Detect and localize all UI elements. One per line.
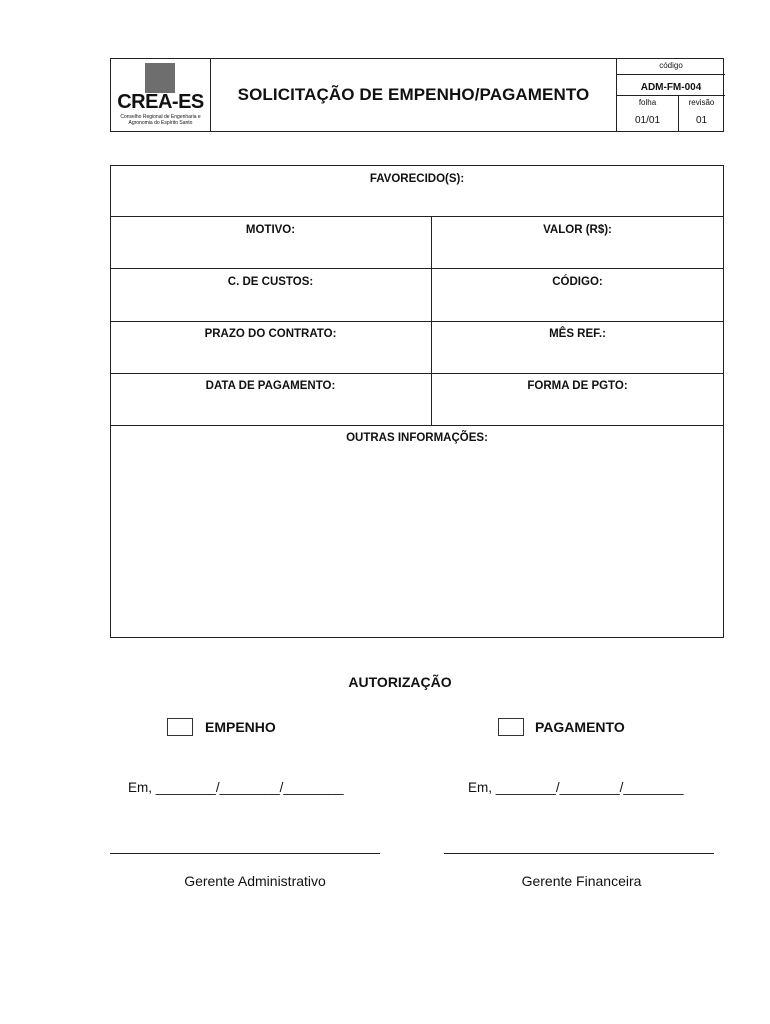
data-pagamento-field[interactable]: DATA DE PAGAMENTO: xyxy=(205,380,336,392)
codigo-label: código xyxy=(659,61,683,70)
divider xyxy=(110,425,724,426)
revisao-label: revisão xyxy=(688,98,715,107)
outras-informacoes-field[interactable]: OUTRAS INFORMAÇÕES: xyxy=(346,432,488,444)
prazo-contrato-field[interactable]: PRAZO DO CONTRATO: xyxy=(204,328,337,340)
divider xyxy=(110,321,724,322)
divider xyxy=(617,95,725,96)
logo-subtitle-2: Agronomia do Espírito Santo xyxy=(128,120,193,126)
folha-label: folha xyxy=(638,98,657,107)
signer-left: Gerente Administrativo xyxy=(184,873,326,889)
forma-pgto-field[interactable]: FORMA DE PGTO: xyxy=(527,380,628,392)
centro-custos-field[interactable]: C. DE CUSTOS: xyxy=(227,276,314,288)
logo-cell xyxy=(110,58,211,132)
crea-emblem xyxy=(145,63,175,93)
pagamento-checkbox[interactable] xyxy=(498,718,524,736)
divider xyxy=(110,373,724,374)
codigo-value: ADM-FM-004 xyxy=(640,82,702,93)
date-left[interactable]: Em, ________/________/________ xyxy=(128,780,344,795)
empenho-checkbox[interactable] xyxy=(167,718,193,736)
divider xyxy=(617,74,725,75)
divider xyxy=(110,216,724,217)
logo-text: CREA-ES xyxy=(117,91,204,113)
signature-line-right xyxy=(444,853,714,854)
empenho-label: EMPENHO xyxy=(205,719,276,735)
favorecido-field[interactable]: FAVORECIDO(S): xyxy=(369,173,465,185)
code-cell xyxy=(616,58,724,132)
valor-field[interactable]: VALOR (R$): xyxy=(543,224,612,236)
codigo-field[interactable]: CÓDIGO: xyxy=(552,276,603,288)
divider xyxy=(110,268,724,269)
pagamento-label: PAGAMENTO xyxy=(535,719,625,735)
signature-line-left xyxy=(110,853,380,854)
date-right[interactable]: Em, ________/________/________ xyxy=(468,780,684,795)
motivo-field[interactable]: MOTIVO: xyxy=(245,224,296,236)
logo-subtitle-1: Conselho Regional de Engenharia e xyxy=(120,114,201,120)
autorizacao-heading: AUTORIZAÇÃO xyxy=(348,674,452,690)
signer-right: Gerente Financeira xyxy=(521,873,642,889)
page-title: SOLICITAÇÃO DE EMPENHO/PAGAMENTO xyxy=(237,85,590,104)
folha-value: 01/01 xyxy=(634,115,661,126)
revisao-value: 01 xyxy=(695,115,708,126)
divider xyxy=(431,216,432,425)
mes-ref-field[interactable]: MÊS REF.: xyxy=(549,328,606,340)
